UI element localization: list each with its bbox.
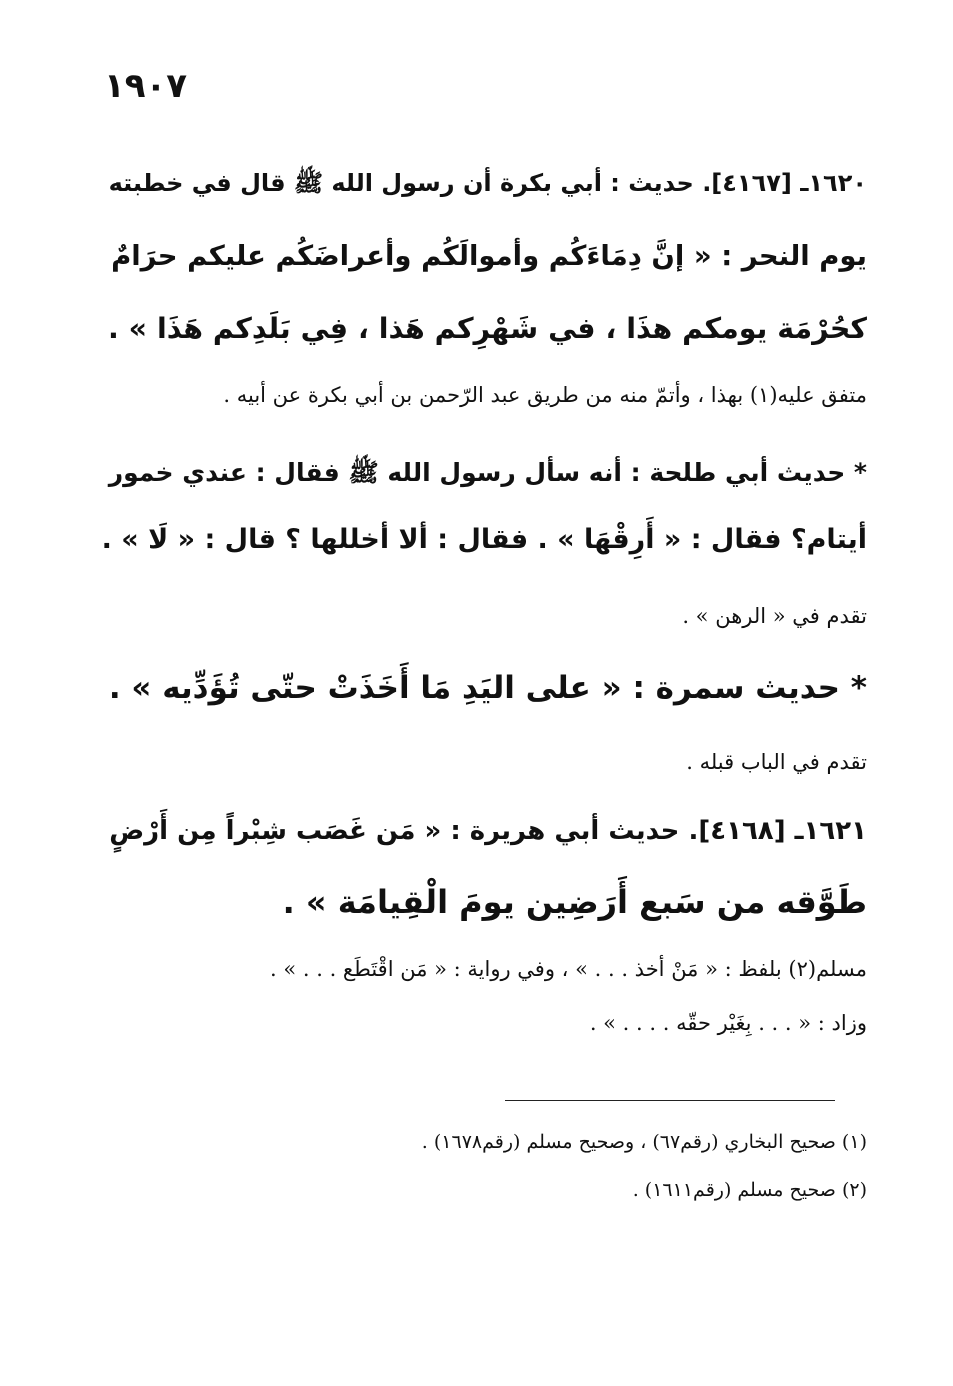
- samura-hadith-line: * حديث سمرة : « على اليَدِ مَا أَخَذَتْ حتّى تُؤَدِّيه » .: [108, 670, 867, 706]
- hadith-1620-line-3: كحُرْمَة يومكم هذَا ، في شَهْرِكم هَذا ، فِي بَلَدِكم هَذَا » .: [107, 312, 867, 345]
- hadith-1621-note-2: وزاد : « . . . بِغَيْر حقّه . . . . » .: [589, 1011, 867, 1035]
- footnote-divider: [505, 1100, 835, 1101]
- page-number: ١٩٠٧: [104, 66, 188, 106]
- footnote-1: (١) صحيح البخاري (رقم٦٧) ، وصحيح مسلم (رقم١٦٧٨) .: [421, 1131, 867, 1153]
- samura-note: تقدم في الباب قبله .: [686, 750, 867, 774]
- talha-hadith-line-1: * حديث أبي طلحة : أنه سأل رسول الله ﷺ فقال : عندي خمور: [108, 458, 867, 487]
- talha-note: تقدم في « الرهن » .: [682, 604, 867, 628]
- hadith-1621-note-1: مسلم(٢) بلفظ : « مَنْ أخذ . . . » ، وفي رواية : « مَن اقْتَطَع . . . » .: [270, 957, 867, 981]
- talha-hadith-line-2: أيتام؟ فقال : « أَرِقْهَا » . فقال : ألا أخللها ؟ قال : « لَا » .: [101, 524, 867, 555]
- hadith-1620-line-1: ١٦٢٠ـ [٤١٦٧]. حديث : أبي بكرة أن رسول الله ﷺ قال في خطبته: [108, 169, 867, 197]
- hadith-1620-note: متفق عليه(١) بهذا ، وأتمّ منه من طريق عبد الرّحمن بن أبي بكرة عن أبيه .: [223, 383, 867, 407]
- hadith-1621-line-1: ١٦٢١ـ [٤١٦٨]. حديث أبي هريرة : « مَن غَصَب شِبْراً مِن أَرْضٍ: [109, 816, 867, 846]
- hadith-1621-line-2: طَوَّقه من سَبع أَرَضِين يومَ الْقِيامَة » .: [282, 883, 867, 921]
- hadith-1620-line-2: يوم النحر : « إنَّ دِمَاءَكُم وأموالَكُم وأعراضَكُم عليكم حرَامٌ: [111, 240, 867, 272]
- footnote-2: (٢) صحيح مسلم (رقم١٦١١) .: [632, 1179, 867, 1201]
